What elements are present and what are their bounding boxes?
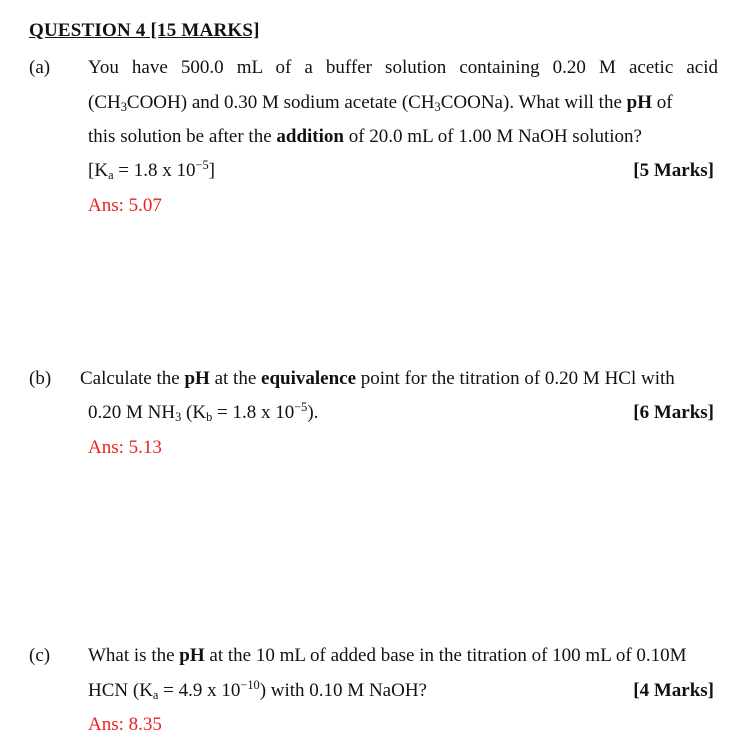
part-b-answer: Ans: 5.13 [88, 437, 162, 458]
part-a-line-1: You have 500.0 mL of a buffer solution containing 0.20 M acetic acid [88, 57, 718, 78]
part-a-ka-value: [$K_a = 1.8$ x $10^{-5}$] [88, 158, 215, 183]
part-a-line-2: $(CH_3COOH)$ and 0.30 M sodium acetate $(CH_3COONa)$. What will the pH of [88, 92, 673, 115]
part-c-marks: [4 Marks] [633, 680, 714, 701]
part-c-answer: Ans: 8.35 [88, 714, 162, 735]
part-c-line-2: HCN ($K_a = 4.9$ x $10^{-10}$) with 0.10 M NaOH? [88, 678, 427, 703]
part-c-line-1: What is the pH at the 10 mL of added base in the titration of 100 mL of 0.10M [88, 645, 687, 666]
part-a-marks: [5 Marks] [633, 160, 714, 181]
question-title: QUESTION 4 [15 MARKS] [29, 20, 260, 41]
part-a-line-3: this solution be after the addition of 20.0 mL of 1.00 M NaOH solution? [88, 126, 642, 147]
part-b-marks: [6 Marks] [633, 402, 714, 423]
part-c-label: (c) [29, 645, 51, 666]
part-b-label: (b) [29, 368, 52, 389]
part-a-label: (a) [29, 57, 51, 78]
part-b-line-1: Calculate the pH at the equivalence point for the titration of 0.20 M HCl with [80, 368, 675, 389]
part-a-answer: Ans: 5.07 [88, 195, 162, 216]
part-b-line-2: 0.20 M $NH_3$ ($K_b = 1.8$ x $10^{-5}$). [88, 400, 319, 425]
